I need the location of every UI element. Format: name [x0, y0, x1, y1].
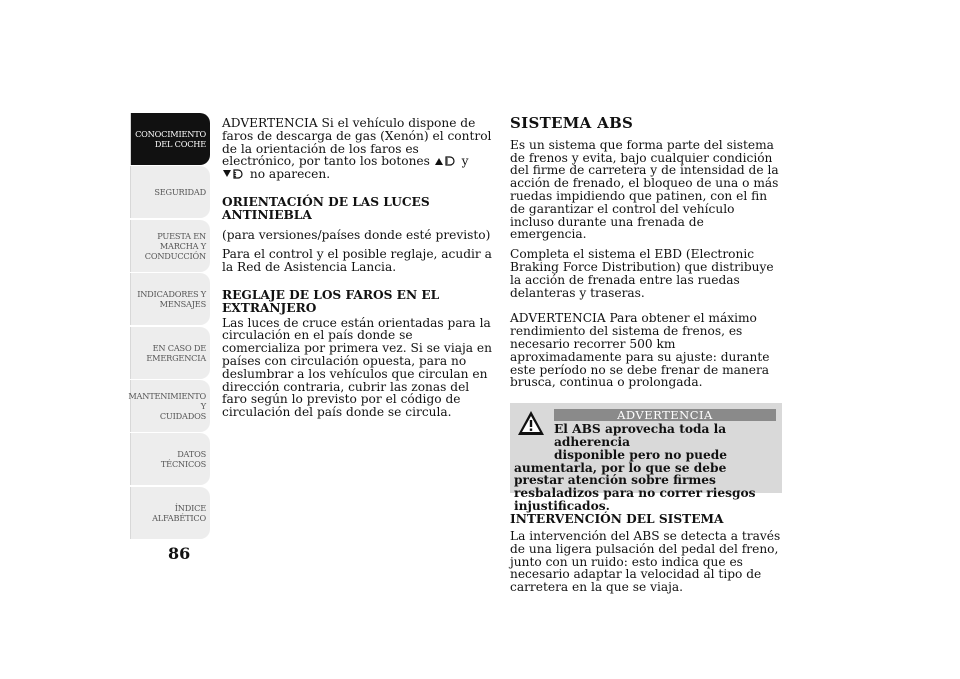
fog-lights-text: Para el control y el posible reglaje, acudir a la Red de Asistencia Lancia. — [222, 247, 492, 275]
right-column — [510, 114, 782, 601]
abs-section-title: SISTEMA ABS — [510, 114, 634, 132]
tab-datos-tecnicos[interactable]: DATOS TÉCNICOS — [130, 433, 210, 485]
warning-box-rest: aumentarla, por lo que se debe prestar atención sobre firmes resbaladizos para no correr riesgos injustificados. — [514, 460, 756, 513]
xenon-warning-text: ADVERTENCIA Si el vehículo dispone de faros de descarga de gas (Xenón) el control de la orientación de los faros es electrónico, por tanto los botones — [222, 116, 492, 169]
abs-paragraph-3: ADVERTENCIA Para obtener el máximo rendimiento del sistema de frenos, es necesario recorrer 500 km aproximadamente para su ajuste: durante este período no se debe frenar de manera brusca, continua o prolongada. — [510, 311, 770, 390]
tab-conocimiento-del-coche[interactable]: CONOCIMIENTO DEL COCHE — [130, 113, 210, 165]
warning-triangle-icon — [516, 409, 546, 437]
intervention-heading: INTERVENCIÓN DEL SISTEMA — [510, 512, 724, 527]
warning-box-line-1: El ABS aprovecha toda la adherencia — [554, 422, 727, 449]
headlights-abroad-text: Las luces de cruce están orientadas para la circulación en el país donde se comercializa por primera vez. Si se viaja en países con circulación opuesta, para no deslumbrar a los vehículos que circulan en dirección contraria, cubrir las zonas del faro según lo previsto por el código de circulación del país donde se circula. — [222, 315, 492, 420]
tab-emergencia[interactable]: EN CASO DE EMERGENCIA — [130, 327, 210, 379]
xenon-warning-end: no aparecen. — [249, 167, 331, 182]
chapter-sidebar — [130, 113, 210, 540]
xenon-warning — [222, 117, 494, 181]
warning-box-text — [514, 423, 776, 513]
fog-lights-subheading: (para versiones/países donde esté previsto) — [222, 227, 491, 242]
warning-box-line-2: disponible pero no puede — [554, 447, 728, 462]
tab-mantenimiento[interactable]: MANTENIMIENTO Y CUIDADOS — [130, 380, 210, 432]
headlight-up-icon — [434, 155, 458, 167]
fog-lights-heading: ORIENTACIÓN DE LAS LUCES ANTINIEBLA — [222, 194, 430, 222]
tab-seguridad[interactable]: SEGURIDAD — [130, 166, 210, 218]
left-column — [222, 117, 494, 426]
abs-paragraph-2: Completa el sistema el EBD (Electronic Braking Force Distribution) que distribuye la acción de frenada entre las ruedas delanteras y traseras. — [510, 247, 774, 300]
page-number: 86 — [168, 544, 191, 563]
headlights-abroad-heading: REGLAJE DE LOS FAROS EN EL EXTRANJERO — [222, 287, 440, 315]
tab-indicadores[interactable]: INDICADORES Y MENSAJES — [130, 273, 210, 325]
abs-warning-box — [510, 403, 782, 513]
tab-puesta-en-marcha[interactable]: PUESTA EN MARCHA Y CONDUCCIÓN — [130, 220, 210, 272]
headlight-down-icon — [222, 168, 246, 180]
intervention-text: La intervención del ABS se detecta a través de una ligera pulsación del pedal del freno, junto con un ruido: esto indica que es necesario adaptar la velocidad al tipo de carretera en la que se viaja. — [510, 528, 781, 595]
warning-box-header: ADVERTENCIA — [554, 409, 776, 421]
xenon-warning-y: y — [461, 154, 469, 169]
abs-paragraph-1: Es un sistema que forma parte del sistema de frenos y evita, bajo cualquier condición del firme de carretera y de intensidad de la acción de frenado, el bloqueo de una o más ruedas impidiendo que patinen, con el fin de garantizar el control del vehículo incluso durante una frenada de emergencia. — [510, 137, 779, 242]
tab-indice[interactable]: ÍNDICE ALFABÉTICO — [130, 487, 210, 539]
